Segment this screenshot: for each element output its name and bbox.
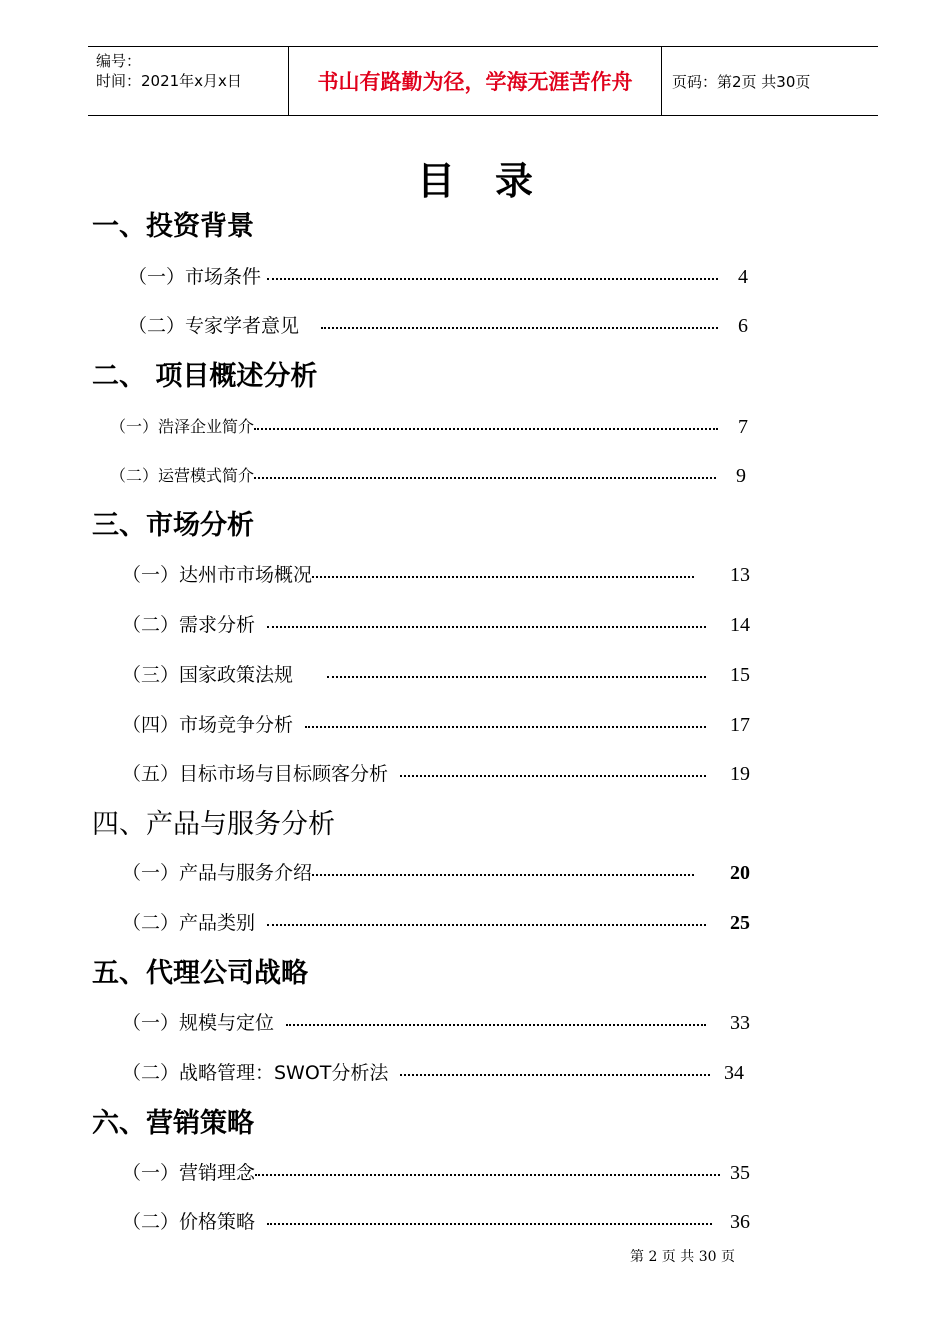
toc-entry-page: 36 bbox=[730, 1211, 750, 1233]
toc-entry-label: （一）达州市市场概况 bbox=[122, 564, 313, 586]
toc-section: 二、 项目概述分析 bbox=[92, 361, 318, 392]
toc-leader-dots bbox=[267, 1223, 712, 1225]
toc-leader-dots bbox=[400, 775, 706, 777]
toc-entry-page: 20 bbox=[730, 862, 750, 884]
toc-entry-page: 9 bbox=[736, 465, 746, 487]
toc-entry-label: （四）市场竞争分析 bbox=[122, 714, 294, 736]
toc-entry-label: （二）运营模式简介 bbox=[110, 466, 255, 485]
toc-entry-label: （二）产品类别 bbox=[122, 912, 256, 934]
toc-entry-page: 25 bbox=[730, 912, 750, 934]
toc-entry-label: （一）市场条件 bbox=[128, 266, 262, 288]
toc-entry-page: 13 bbox=[730, 564, 750, 586]
toc-entry[interactable] bbox=[122, 1010, 750, 1036]
toc-leader-dots bbox=[327, 676, 706, 678]
toc-entry-label: （三）国家政策法规 bbox=[122, 664, 294, 686]
toc-leader-dots bbox=[312, 874, 694, 876]
toc-entry-page: 7 bbox=[738, 416, 748, 438]
toc-entry[interactable] bbox=[122, 1060, 744, 1086]
toc-entry-label: （一）营销理念 bbox=[122, 1162, 256, 1184]
toc-entry[interactable] bbox=[122, 761, 750, 787]
toc-entry-label: （二）专家学者意见 bbox=[128, 315, 300, 337]
toc-entry-label: （五）目标市场与目标顾客分析 bbox=[122, 763, 389, 785]
toc-entry[interactable] bbox=[122, 562, 750, 588]
toc-leader-dots bbox=[400, 1074, 710, 1076]
page-footer: 第 2 页 共 30 页 bbox=[630, 1249, 735, 1265]
toc-entry[interactable] bbox=[122, 1160, 750, 1186]
header-time: 时间：2021年x月x日 bbox=[96, 72, 242, 90]
toc-entry[interactable] bbox=[128, 313, 748, 339]
toc-entry-page: 34 bbox=[724, 1062, 744, 1084]
toc-entry-page: 33 bbox=[730, 1012, 750, 1034]
toc-entry[interactable] bbox=[128, 264, 748, 290]
toc-leader-dots bbox=[267, 278, 718, 280]
toc-entry[interactable] bbox=[122, 612, 750, 638]
toc-section: 三、市场分析 bbox=[92, 510, 254, 541]
toc-leader-dots bbox=[305, 726, 706, 728]
header-page-info: 页码：第2页 共30页 bbox=[672, 72, 811, 91]
toc-leader-dots bbox=[254, 428, 718, 430]
toc-entry-label: （二）战略管理：SWOT分析法 bbox=[122, 1062, 389, 1084]
toc-entry-page: 15 bbox=[730, 664, 750, 686]
toc-section: 六、营销策略 bbox=[92, 1108, 254, 1139]
toc-leader-dots bbox=[267, 924, 706, 926]
toc-entry-page: 19 bbox=[730, 763, 750, 785]
toc-leader-dots bbox=[286, 1024, 706, 1026]
toc-section: 四、产品与服务分析 bbox=[92, 809, 335, 840]
header-motto: 书山有路勤为径，学海无涯苦作舟 bbox=[288, 47, 662, 115]
toc-entry-label: （一）浩泽企业简介 bbox=[110, 417, 255, 436]
toc-leader-dots bbox=[254, 477, 716, 479]
toc-entry-page: 17 bbox=[730, 714, 750, 736]
toc-entry[interactable] bbox=[122, 860, 750, 886]
toc-leader-dots bbox=[267, 626, 706, 628]
header-number: 编号： bbox=[96, 52, 142, 70]
toc-entry[interactable] bbox=[122, 910, 750, 936]
toc-entry-label: （二）需求分析 bbox=[122, 614, 256, 636]
toc-entry-label: （二）价格策略 bbox=[122, 1211, 256, 1233]
toc-entry-label: （一）产品与服务介绍 bbox=[122, 862, 313, 884]
toc-entry[interactable] bbox=[110, 414, 748, 440]
toc-entry[interactable] bbox=[122, 712, 750, 738]
toc-entry-label: （一）规模与定位 bbox=[122, 1012, 275, 1034]
toc-leader-dots bbox=[255, 1174, 720, 1176]
toc-entry[interactable] bbox=[122, 1209, 750, 1235]
toc-entry[interactable] bbox=[122, 662, 750, 688]
toc-leader-dots bbox=[312, 576, 694, 578]
toc-section: 五、代理公司战略 bbox=[92, 958, 308, 989]
toc-entry[interactable] bbox=[110, 463, 746, 489]
toc-entry-page: 14 bbox=[730, 614, 750, 636]
toc-leader-dots bbox=[321, 327, 718, 329]
toc-entry-page: 35 bbox=[730, 1162, 750, 1184]
toc-entry-page: 6 bbox=[738, 315, 748, 337]
toc-entry-page: 4 bbox=[738, 266, 748, 288]
toc-title: 目录 bbox=[416, 159, 573, 203]
toc-section: 一、投资背景 bbox=[92, 211, 254, 242]
